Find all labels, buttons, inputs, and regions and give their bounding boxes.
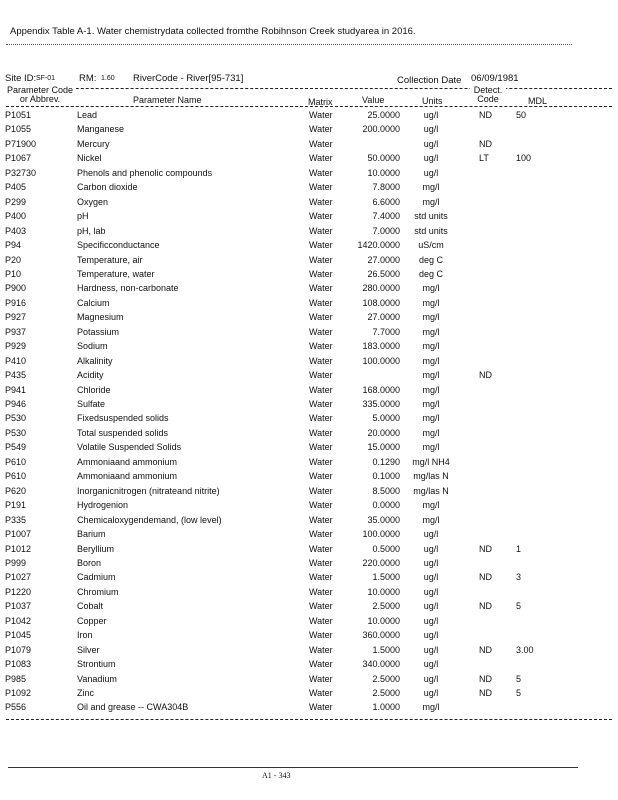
cell-units: uS/cm	[418, 240, 444, 251]
table-row	[0, 529, 618, 544]
cell-name: Strontium	[77, 659, 116, 670]
col-header-value: Value	[362, 95, 385, 105]
cell-units: std units	[414, 225, 448, 236]
cell-code: P1092	[5, 688, 32, 698]
col-header-units: Units	[422, 96, 443, 106]
cell-code: P946	[5, 399, 27, 409]
cell-value: 20.0000	[367, 427, 400, 438]
cell-name: Hardness, non-carbonate	[77, 283, 179, 294]
cell-code: P985	[5, 673, 27, 684]
table-row	[0, 269, 618, 284]
cell-code: P549	[5, 442, 27, 453]
footer-rule	[8, 767, 578, 768]
cell-units: mg/las N	[413, 485, 449, 496]
cell-value: 2.5000	[372, 688, 400, 698]
cell-units: mg/l	[422, 413, 440, 424]
header-divider	[6, 88, 612, 89]
cell-matrix: Water	[309, 355, 333, 366]
cell-value: 7.7000	[372, 326, 400, 337]
cell-value: 15.0000	[367, 442, 400, 453]
cell-matrix: Water	[309, 442, 333, 453]
cell-units: mg/l	[422, 702, 440, 713]
cell-value: 10.0000	[367, 167, 400, 178]
cell-units: deg C	[418, 268, 444, 279]
cell-name: Acidity	[77, 370, 104, 381]
table-row	[0, 442, 618, 457]
cell-matrix: Water	[309, 485, 333, 496]
table-row	[0, 702, 618, 717]
table-row	[0, 572, 618, 587]
cell-matrix: Water	[309, 283, 333, 294]
cell-flag: ND	[479, 572, 492, 583]
table-row	[0, 341, 618, 356]
cell-name: Nickel	[77, 153, 102, 164]
table-row	[0, 457, 618, 472]
col-header-matrix: Matrix	[308, 97, 333, 107]
cell-matrix: Water	[309, 427, 333, 438]
table-row	[0, 327, 618, 342]
cell-value: 5.0000	[372, 413, 400, 424]
cell-units: ug/l	[423, 659, 439, 670]
cell-units: mg/l	[422, 399, 440, 409]
cell-matrix: Water	[309, 370, 333, 381]
cell-code: P1007	[5, 529, 32, 540]
cell-value: 10.0000	[367, 586, 400, 597]
table-row	[0, 674, 618, 689]
cell-matrix: Water	[309, 196, 333, 207]
table-row	[0, 428, 618, 443]
table-row	[0, 601, 618, 616]
cell-name: Ammoniaand ammonium	[77, 456, 178, 467]
table-row	[0, 688, 618, 703]
cell-units: mg/l NH4	[412, 456, 450, 467]
table-row	[0, 413, 618, 428]
cell-units: mg/l	[422, 297, 440, 308]
cell-matrix: Water	[309, 572, 333, 583]
cell-code: P299	[5, 196, 27, 207]
cell-name: Specificconductance	[77, 240, 160, 251]
cell-matrix: Water	[309, 456, 333, 467]
collection-date-value: 06/09/1981	[471, 73, 519, 84]
column-header-divider	[6, 106, 612, 107]
cell-code: P94	[5, 240, 22, 251]
cell-code: P1045	[5, 630, 32, 641]
cell-mdl: 50	[516, 110, 527, 120]
cell-name: pH	[77, 211, 89, 222]
cell-flag: ND	[479, 138, 492, 149]
cell-units: mg/l	[422, 283, 440, 294]
cell-flag: ND	[479, 543, 492, 554]
cell-code: P556	[5, 702, 27, 713]
cell-units: ug/l	[423, 167, 439, 178]
cell-code: P610	[5, 471, 27, 482]
cell-code: P20	[5, 254, 22, 265]
cell-code: P1037	[5, 601, 32, 612]
table-row	[0, 616, 618, 631]
cell-code: P1012	[5, 543, 32, 554]
cell-value: 1.5000	[372, 572, 400, 583]
table-row	[0, 385, 618, 400]
river-code: RiverCode - River[95-731]	[133, 73, 244, 84]
cell-matrix: Water	[309, 268, 333, 279]
table-row	[0, 486, 618, 501]
cell-value: 168.0000	[362, 384, 400, 395]
cell-value: 50.0000	[367, 153, 400, 164]
cell-units: ug/l	[423, 644, 439, 655]
cell-flag: LT	[479, 153, 489, 164]
cell-mdl: 1	[516, 543, 522, 554]
cell-flag: ND	[479, 688, 492, 698]
cell-name: Oxygen	[77, 196, 109, 207]
cell-value: 100.0000	[362, 529, 400, 540]
cell-units: ug/l	[423, 153, 439, 164]
table-row	[0, 544, 618, 559]
rm-value: 1.60	[101, 75, 115, 82]
cell-matrix: Water	[309, 529, 333, 540]
table-row	[0, 558, 618, 573]
cell-matrix: Water	[309, 471, 333, 482]
table-row	[0, 645, 618, 660]
cell-name: Iron	[77, 630, 93, 641]
cell-name: Manganese	[77, 124, 125, 135]
col-header-mdl: MDL	[528, 96, 548, 106]
table-row	[0, 211, 618, 226]
cell-matrix: Water	[309, 211, 333, 222]
cell-value: 0.5000	[372, 543, 400, 554]
cell-code: P620	[5, 485, 27, 496]
cell-flag: ND	[479, 601, 492, 612]
cell-value: 27.0000	[367, 312, 400, 323]
cell-matrix: Water	[309, 615, 333, 626]
cell-code: P927	[5, 312, 27, 323]
cell-units: ug/l	[423, 688, 439, 698]
cell-matrix: Water	[309, 110, 333, 120]
cell-value: 340.0000	[362, 659, 400, 670]
cell-name: Sulfate	[77, 399, 106, 409]
cell-value: 35.0000	[367, 514, 400, 525]
cell-name: Mercury	[77, 138, 110, 149]
cell-name: Lead	[77, 110, 98, 120]
cell-code: P937	[5, 326, 27, 337]
cell-code: P929	[5, 341, 27, 352]
cell-name: Copper	[77, 615, 107, 626]
cell-name: Calcium	[77, 297, 110, 308]
cell-mdl: 100	[516, 153, 532, 164]
cell-units: mg/l	[422, 514, 440, 525]
cell-units: ug/l	[423, 557, 439, 568]
cell-code: P403	[5, 225, 27, 236]
table-row	[0, 471, 618, 486]
cell-name: Chloride	[77, 384, 111, 395]
cell-code: P71900	[5, 138, 37, 149]
cell-name: Vanadium	[77, 673, 117, 684]
cell-matrix: Water	[309, 240, 333, 251]
cell-code: P941	[5, 384, 27, 395]
cell-code: P1051	[5, 110, 32, 120]
table-row	[0, 197, 618, 212]
cell-units: mg/l	[422, 355, 440, 366]
cell-code: P335	[5, 514, 27, 525]
cell-units: mg/l	[422, 427, 440, 438]
cell-mdl: 5	[516, 688, 522, 698]
cell-name: Boron	[77, 557, 102, 568]
cell-name: Temperature, air	[77, 254, 143, 265]
caption-divider	[6, 44, 572, 45]
col-header-detect: Detect. Code	[470, 86, 506, 104]
cell-mdl: 5	[516, 673, 522, 684]
cell-units: ug/l	[423, 138, 439, 149]
cell-name: Fixedsuspended solids	[77, 413, 169, 424]
cell-code: P410	[5, 355, 27, 366]
cell-matrix: Water	[309, 297, 333, 308]
cell-flag: ND	[479, 673, 492, 684]
cell-units: ug/l	[423, 124, 439, 135]
cell-code: P1220	[5, 586, 32, 597]
cell-value: 1420.0000	[357, 240, 400, 251]
cell-code: P1027	[5, 572, 32, 583]
cell-value: 25.0000	[367, 110, 400, 120]
cell-value: 360.0000	[362, 630, 400, 641]
cell-name: Phenols and phenolic compounds	[77, 167, 213, 178]
cell-matrix: Water	[309, 124, 333, 135]
table-row	[0, 240, 618, 255]
cell-matrix: Water	[309, 326, 333, 337]
cell-code: P1042	[5, 615, 32, 626]
table-row	[0, 255, 618, 270]
cell-value: 100.0000	[362, 355, 400, 366]
cell-code: P32730	[5, 167, 37, 178]
cell-units: mg/l	[422, 500, 440, 511]
cell-flag: ND	[479, 644, 492, 655]
cell-code: P530	[5, 427, 27, 438]
cell-matrix: Water	[309, 543, 333, 554]
cell-matrix: Water	[309, 384, 333, 395]
collection-date-label: Collection Date	[397, 75, 462, 86]
cell-matrix: Water	[309, 138, 333, 149]
site-id-value: SF-01	[36, 75, 56, 82]
cell-matrix: Water	[309, 557, 333, 568]
table-row	[0, 182, 618, 197]
cell-value: 10.0000	[367, 615, 400, 626]
table-row	[0, 399, 618, 414]
cell-value: 280.0000	[362, 283, 400, 294]
cell-units: ug/l	[423, 572, 439, 583]
cell-name: Total suspended solids	[77, 427, 169, 438]
table-row	[0, 124, 618, 139]
cell-value: 0.1290	[372, 456, 400, 467]
table-row	[0, 110, 618, 125]
cell-units: mg/l	[422, 341, 440, 352]
table-row	[0, 226, 618, 241]
cell-name: Magnesium	[77, 312, 124, 323]
cell-units: ug/l	[423, 543, 439, 554]
cell-name: Barium	[77, 529, 106, 540]
cell-mdl: 3.00	[516, 644, 534, 655]
table-row	[0, 139, 618, 154]
cell-name: Silver	[77, 644, 100, 655]
cell-name: Chromium	[77, 586, 119, 597]
cell-mdl: 5	[516, 601, 522, 612]
cell-code: P999	[5, 557, 27, 568]
page-number: A1 - 343	[262, 771, 291, 780]
cell-units: mg/l	[422, 196, 440, 207]
rm-label: RM:	[79, 73, 97, 84]
table-row	[0, 515, 618, 530]
cell-value: 108.0000	[362, 297, 400, 308]
cell-value: 1.5000	[372, 644, 400, 655]
cell-code: P916	[5, 297, 27, 308]
cell-units: mg/l	[422, 182, 440, 193]
cell-name: Potassium	[77, 326, 120, 337]
cell-name: Inorganicnitrogen (nitrateand nitrite)	[77, 485, 220, 496]
cell-name: Sodium	[77, 341, 108, 352]
cell-units: ug/l	[423, 601, 439, 612]
cell-units: deg C	[418, 254, 444, 265]
table-row	[0, 500, 618, 515]
cell-name: Chemicaloxygendemand, (low level)	[77, 514, 222, 525]
table-row	[0, 153, 618, 168]
cell-matrix: Water	[309, 514, 333, 525]
cell-value: 2.5000	[372, 601, 400, 612]
cell-units: ug/l	[423, 630, 439, 641]
cell-matrix: Water	[309, 601, 333, 612]
cell-value: 183.0000	[362, 341, 400, 352]
cell-code: P191	[5, 500, 27, 511]
cell-matrix: Water	[309, 630, 333, 641]
cell-value: 335.0000	[362, 399, 400, 409]
table-row	[0, 283, 618, 298]
cell-value: 0.1000	[372, 471, 400, 482]
cell-units: ug/l	[423, 586, 439, 597]
cell-matrix: Water	[309, 254, 333, 265]
cell-value: 6.6000	[372, 196, 400, 207]
cell-units: mg/l	[422, 384, 440, 395]
cell-name: Zinc	[77, 688, 95, 698]
cell-units: mg/las N	[413, 471, 449, 482]
cell-code: P1083	[5, 659, 32, 670]
cell-matrix: Water	[309, 659, 333, 670]
cell-code: P435	[5, 370, 27, 381]
cell-matrix: Water	[309, 399, 333, 409]
cell-units: ug/l	[423, 673, 439, 684]
cell-code: P900	[5, 283, 27, 294]
cell-units: mg/l	[422, 370, 440, 381]
table-row	[0, 168, 618, 183]
cell-code: P530	[5, 413, 27, 424]
cell-code: P400	[5, 211, 27, 222]
table-row	[0, 587, 618, 602]
cell-value: 220.0000	[362, 557, 400, 568]
cell-units: ug/l	[423, 615, 439, 626]
col-header-code: Parameter Code or Abbrev.	[4, 86, 76, 104]
table-row	[0, 370, 618, 385]
cell-name: Hydrogenion	[77, 500, 129, 511]
cell-flag: ND	[479, 110, 492, 120]
cell-name: Beryllium	[77, 543, 115, 554]
cell-units: std units	[414, 211, 448, 222]
cell-matrix: Water	[309, 644, 333, 655]
cell-value: 8.5000	[372, 485, 400, 496]
table-caption: Appendix Table A-1. Water chemistrydata collected fromthe Robihnson Creek studyarea in 2016.	[10, 26, 416, 37]
cell-units: mg/l	[422, 442, 440, 453]
cell-matrix: Water	[309, 413, 333, 424]
cell-mdl: 3	[516, 572, 522, 583]
cell-name: pH, lab	[77, 225, 106, 236]
cell-name: Carbon dioxide	[77, 182, 138, 193]
cell-matrix: Water	[309, 702, 333, 713]
cell-matrix: Water	[309, 586, 333, 597]
cell-name: Temperature, water	[77, 268, 155, 279]
cell-name: Cadmium	[77, 572, 116, 583]
table-row	[0, 312, 618, 327]
cell-matrix: Water	[309, 167, 333, 178]
site-id-label: Site ID:	[5, 73, 37, 84]
table-row	[0, 356, 618, 371]
cell-name: Cobalt	[77, 601, 104, 612]
cell-value: 7.0000	[372, 225, 400, 236]
cell-matrix: Water	[309, 341, 333, 352]
table-bottom-divider	[6, 719, 612, 720]
cell-matrix: Water	[309, 312, 333, 323]
cell-code: P1079	[5, 644, 32, 655]
cell-code: P1055	[5, 124, 32, 135]
cell-matrix: Water	[309, 673, 333, 684]
cell-value: 2.5000	[372, 673, 400, 684]
cell-matrix: Water	[309, 182, 333, 193]
cell-name: Ammoniaand ammonium	[77, 471, 178, 482]
cell-value: 1.0000	[372, 702, 400, 713]
cell-name: Alkalinity	[77, 355, 113, 366]
cell-matrix: Water	[309, 500, 333, 511]
cell-name: Volatile Suspended Solids	[77, 442, 182, 453]
cell-value: 26.5000	[367, 268, 400, 279]
cell-name: Oil and grease -- CWA304B	[77, 702, 189, 713]
cell-units: mg/l	[422, 326, 440, 337]
cell-code: P1067	[5, 153, 32, 164]
cell-flag: ND	[479, 370, 492, 381]
table-row	[0, 659, 618, 674]
cell-matrix: Water	[309, 225, 333, 236]
cell-units: mg/l	[422, 312, 440, 323]
cell-code: P610	[5, 456, 27, 467]
cell-value: 7.8000	[372, 182, 400, 193]
cell-units: ug/l	[423, 529, 439, 540]
cell-value: 7.4000	[372, 211, 400, 222]
cell-code: P405	[5, 182, 27, 193]
col-header-name: Parameter Name	[133, 95, 202, 105]
table-row	[0, 630, 618, 645]
cell-value: 200.0000	[362, 124, 400, 135]
cell-matrix: Water	[309, 153, 333, 164]
cell-code: P10	[5, 268, 22, 279]
cell-value: 27.0000	[367, 254, 400, 265]
cell-units: ug/l	[423, 110, 439, 120]
cell-matrix: Water	[309, 688, 333, 698]
cell-value: 0.0000	[372, 500, 400, 511]
table-row	[0, 298, 618, 313]
